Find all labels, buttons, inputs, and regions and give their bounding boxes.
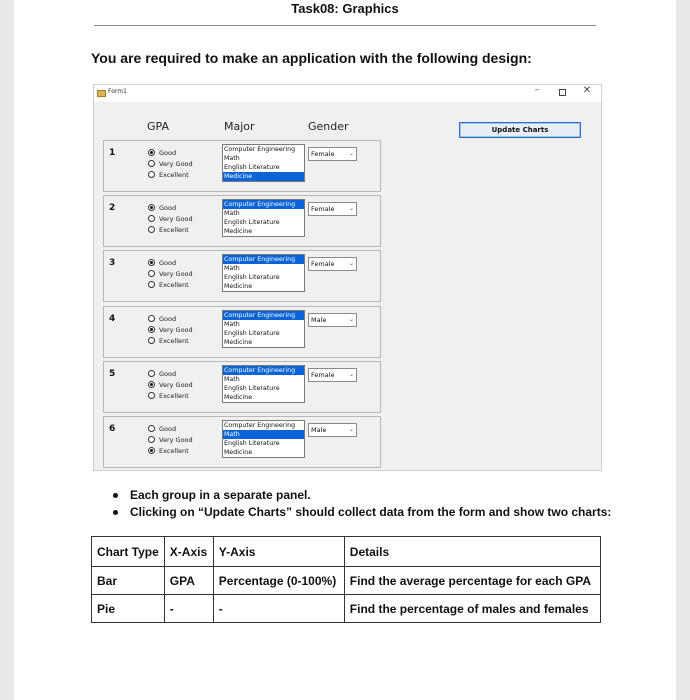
- major-list-item[interactable]: Computer Engineering: [223, 366, 304, 375]
- gpa-radio-option[interactable]: [148, 325, 193, 335]
- close-icon[interactable]: ✕: [582, 85, 592, 96]
- gpa-radio-option[interactable]: [148, 435, 193, 445]
- gender-dropdown[interactable]: [308, 368, 357, 382]
- major-listbox[interactable]: [222, 254, 305, 292]
- table-cell: GPA: [164, 567, 213, 595]
- chevron-down-icon[interactable]: ⌄: [348, 260, 354, 267]
- form-caption: Form1: [108, 88, 127, 95]
- radio-label: Very Good: [159, 326, 193, 334]
- major-list-item[interactable]: Medicine: [224, 449, 253, 456]
- chevron-down-icon[interactable]: ⌄: [348, 316, 354, 323]
- major-listbox[interactable]: [222, 144, 305, 182]
- gpa-radio-option[interactable]: [148, 214, 193, 224]
- radio-label: Very Good: [159, 436, 193, 444]
- gender-value: Male: [311, 426, 327, 434]
- radio-label: Good: [159, 149, 177, 157]
- major-list-item[interactable]: Medicine: [224, 228, 253, 235]
- major-list-item[interactable]: Medicine: [224, 394, 253, 401]
- table-cell: Find the percentage of males and females: [344, 595, 600, 623]
- radio-circle-icon[interactable]: [148, 149, 155, 156]
- gpa-radio-option[interactable]: [148, 258, 176, 268]
- header-x-axis: X-Axis: [164, 537, 213, 567]
- gpa-header: GPA: [147, 120, 169, 133]
- gpa-radio-option[interactable]: [148, 148, 176, 158]
- radio-label: Excellent: [159, 281, 189, 289]
- major-list-item[interactable]: Math: [223, 430, 304, 439]
- radio-circle-icon[interactable]: [148, 226, 155, 233]
- radio-circle-icon[interactable]: [148, 215, 155, 222]
- major-list-item[interactable]: English Literature: [224, 330, 280, 337]
- major-list-item[interactable]: Computer Engineering: [224, 422, 296, 429]
- radio-label: Excellent: [159, 226, 189, 234]
- radio-circle-icon[interactable]: [148, 337, 155, 344]
- major-list-item[interactable]: Computer Engineering: [223, 200, 304, 209]
- gender-value: Female: [311, 205, 335, 213]
- gpa-radio-option[interactable]: [148, 336, 189, 346]
- gpa-radio-option[interactable]: [148, 380, 193, 390]
- chevron-down-icon[interactable]: ⌄: [348, 150, 354, 157]
- header-y-axis: Y-Axis: [213, 537, 344, 567]
- major-list-item[interactable]: English Literature: [224, 440, 280, 447]
- major-list-item[interactable]: Math: [224, 155, 240, 162]
- radio-label: Excellent: [159, 337, 189, 345]
- radio-circle-icon[interactable]: [148, 370, 155, 377]
- student-panel: [103, 195, 381, 247]
- major-list-item[interactable]: Medicine: [224, 339, 253, 346]
- radio-circle-icon[interactable]: [148, 204, 155, 211]
- chevron-down-icon[interactable]: ⌄: [348, 371, 354, 378]
- major-list-item[interactable]: Medicine: [224, 283, 253, 290]
- major-list-item[interactable]: English Literature: [224, 274, 280, 281]
- form-titlebar: [94, 85, 601, 102]
- major-listbox[interactable]: [222, 310, 305, 348]
- radio-circle-icon[interactable]: [148, 425, 155, 432]
- radio-circle-icon[interactable]: [148, 315, 155, 322]
- radio-circle-icon[interactable]: [148, 259, 155, 266]
- radio-label: Good: [159, 259, 177, 267]
- gpa-radio-option[interactable]: [148, 170, 189, 180]
- student-panel: [103, 416, 381, 468]
- student-panel: [103, 361, 381, 413]
- form-screenshot: [93, 84, 602, 471]
- major-listbox[interactable]: [222, 420, 305, 458]
- table-cell: Pie: [92, 595, 165, 623]
- row-number: 5: [109, 369, 116, 379]
- bullet-item: Each group in a separate panel.: [112, 487, 611, 504]
- radio-circle-icon[interactable]: [148, 270, 155, 277]
- chart-requirements-table: [91, 536, 601, 623]
- table-cell: -: [164, 595, 213, 623]
- radio-label: Good: [159, 315, 177, 323]
- bullet-item: Clicking on “Update Charts” should collect data from the form and show two charts:: [112, 504, 611, 521]
- gpa-radio-option[interactable]: [148, 225, 189, 235]
- table-row: [92, 595, 601, 623]
- radio-circle-icon[interactable]: [148, 447, 155, 454]
- gpa-radio-option[interactable]: [148, 280, 189, 290]
- radio-label: Very Good: [159, 270, 193, 278]
- bullet-list: [112, 487, 611, 521]
- radio-circle-icon[interactable]: [148, 381, 155, 388]
- radio-label: Very Good: [159, 215, 193, 223]
- gpa-radio-option[interactable]: [148, 203, 176, 213]
- major-list-item[interactable]: Computer Engineering: [224, 146, 296, 153]
- row-number: 4: [109, 314, 116, 324]
- major-list-item[interactable]: Medicine: [223, 172, 304, 181]
- gender-dropdown[interactable]: [308, 202, 357, 216]
- radio-circle-icon[interactable]: [148, 281, 155, 288]
- chevron-down-icon[interactable]: ⌄: [348, 426, 354, 433]
- major-list-item[interactable]: Math: [224, 265, 240, 272]
- gender-value: Female: [311, 260, 335, 268]
- major-list-item[interactable]: Math: [224, 321, 240, 328]
- table-row: [92, 567, 601, 595]
- gpa-radio-option[interactable]: [148, 369, 176, 379]
- major-list-item[interactable]: Math: [224, 210, 240, 217]
- chevron-down-icon[interactable]: ⌄: [348, 205, 354, 212]
- gender-dropdown[interactable]: [308, 313, 357, 327]
- table-cell: Percentage (0-100%): [213, 567, 344, 595]
- table-cell: -: [213, 595, 344, 623]
- header-details: Details: [344, 537, 600, 567]
- radio-label: Very Good: [159, 381, 193, 389]
- major-listbox[interactable]: [222, 365, 305, 403]
- row-number: 6: [109, 424, 116, 434]
- gpa-radio-option[interactable]: [148, 391, 189, 401]
- radio-label: Excellent: [159, 447, 189, 455]
- header-chart-type: Chart Type: [92, 537, 165, 567]
- gender-value: Female: [311, 371, 335, 379]
- radio-label: Good: [159, 204, 177, 212]
- gender-header: Gender: [308, 120, 349, 133]
- form-app-icon: [97, 90, 106, 97]
- intro-text: You are required to make an application with the following design:: [91, 50, 532, 66]
- table-cell: Bar: [92, 567, 165, 595]
- gender-dropdown[interactable]: [308, 257, 357, 271]
- major-list-item[interactable]: Computer Engineering: [223, 311, 304, 320]
- title-underline: [94, 25, 596, 26]
- major-list-item[interactable]: English Literature: [224, 219, 280, 226]
- row-number: 2: [109, 203, 116, 213]
- update-charts-button[interactable]: Update Charts: [459, 122, 581, 138]
- gender-value: Male: [311, 316, 327, 324]
- gpa-radio-option[interactable]: [148, 424, 176, 434]
- radio-circle-icon[interactable]: [148, 171, 155, 178]
- student-panel: [103, 250, 381, 302]
- row-number: 1: [109, 148, 116, 158]
- radio-label: Good: [159, 370, 177, 378]
- radio-circle-icon[interactable]: [148, 392, 155, 399]
- document-title: Task08: Graphics: [291, 1, 399, 16]
- student-panel: [103, 140, 381, 192]
- radio-label: Excellent: [159, 171, 189, 179]
- major-list-item[interactable]: Computer Engineering: [223, 255, 304, 264]
- major-listbox[interactable]: [222, 199, 305, 237]
- radio-circle-icon[interactable]: [148, 436, 155, 443]
- major-list-item[interactable]: English Literature: [224, 385, 280, 392]
- gpa-radio-option[interactable]: [148, 269, 193, 279]
- radio-label: Very Good: [159, 160, 193, 168]
- row-number: 3: [109, 258, 116, 268]
- minimize-icon[interactable]: –: [534, 85, 540, 95]
- gpa-radio-option[interactable]: [148, 314, 176, 324]
- gender-dropdown[interactable]: [308, 147, 357, 161]
- table-header-row: [92, 537, 601, 567]
- major-list-item[interactable]: English Literature: [224, 164, 280, 171]
- radio-circle-icon[interactable]: [148, 326, 155, 333]
- gpa-radio-option[interactable]: [148, 159, 193, 169]
- major-list-item[interactable]: Math: [224, 376, 240, 383]
- radio-label: Excellent: [159, 392, 189, 400]
- major-header: Major: [224, 120, 255, 133]
- gender-dropdown[interactable]: [308, 423, 357, 437]
- gpa-radio-option[interactable]: [148, 446, 189, 456]
- maximize-icon[interactable]: [556, 86, 568, 99]
- student-panel: [103, 306, 381, 358]
- gender-value: Female: [311, 150, 335, 158]
- radio-circle-icon[interactable]: [148, 160, 155, 167]
- radio-label: Good: [159, 425, 177, 433]
- table-cell: Find the average percentage for each GPA: [344, 567, 600, 595]
